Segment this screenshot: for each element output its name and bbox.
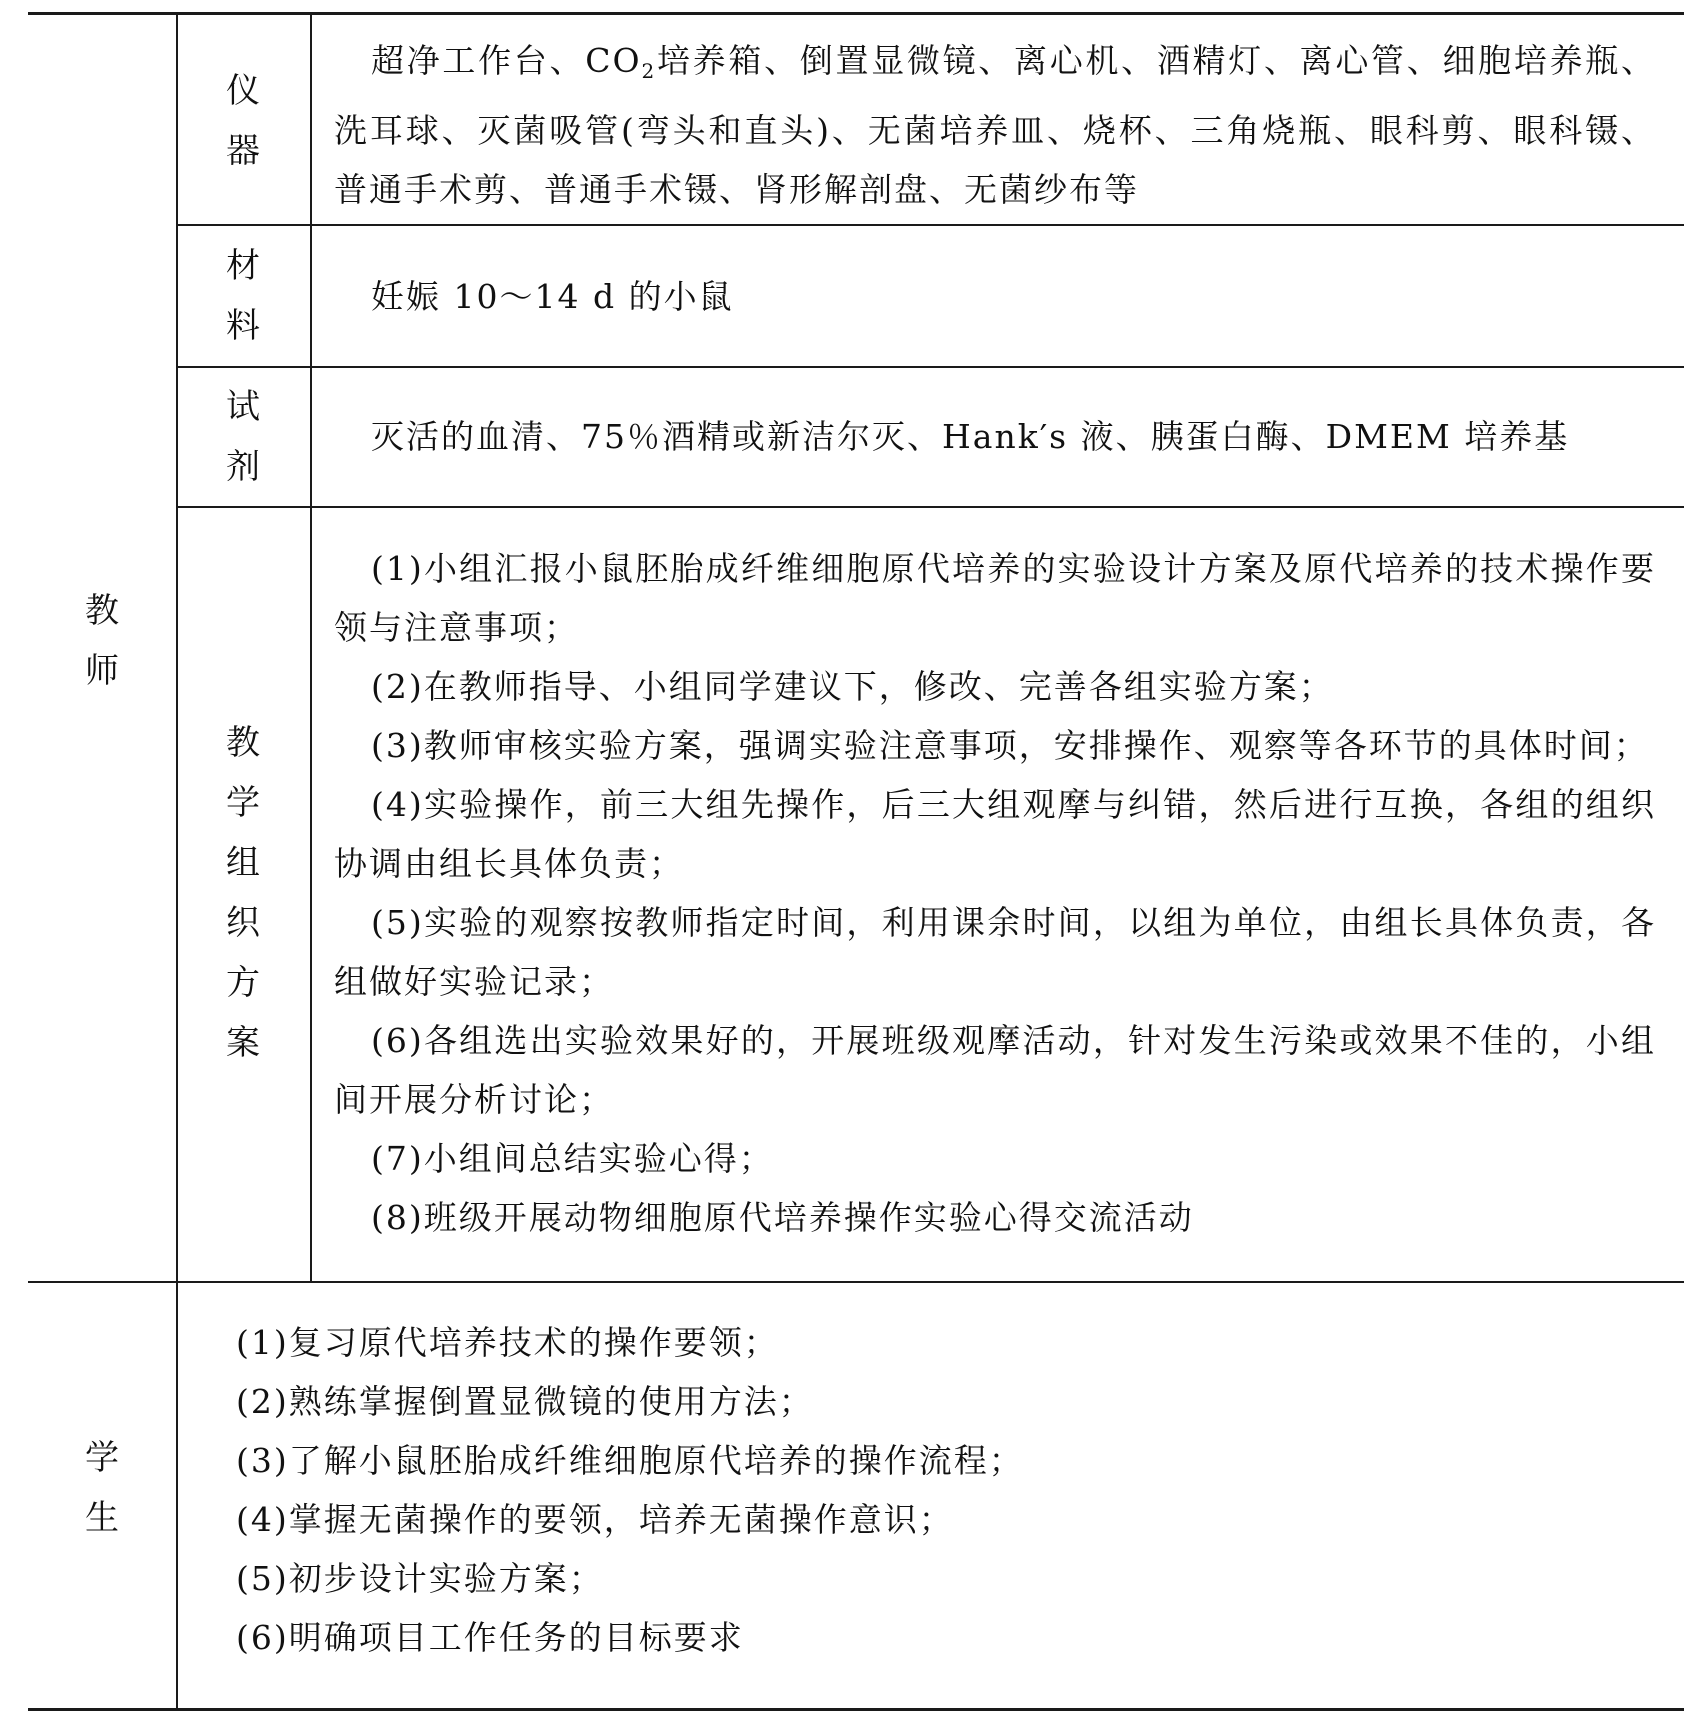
student-item: (1)复习原代培养技术的操作要领； — [236, 1323, 779, 1362]
teaching-plan-item: (8)班级开展动物细胞原代培养操作实验心得交流活动 — [371, 1198, 1194, 1237]
materials-row-label: 材 料 — [226, 246, 260, 346]
teaching-plan-item: (7)小组间总结实验心得； — [371, 1139, 774, 1178]
column-divider-outer — [176, 14, 178, 1709]
student-item: (3)了解小鼠胚胎成纤维细胞原代培养的操作流程； — [236, 1441, 1024, 1480]
section-divider-teacher-student — [28, 1281, 1684, 1283]
teacher-section-label: 教 师 — [85, 591, 119, 691]
materials-content — [334, 267, 1656, 326]
row-divider-reagents — [176, 506, 1684, 508]
reagents-row-label: 试 剂 — [226, 387, 260, 487]
instruments-text: 超净工作台、$CO_2$培养箱、倒置显微镜、离心机、酒精灯、离心管、细胞培养瓶、洗耳球、灭菌吸管(弯头和直头)、无菌培养皿、烧杯、三角烧瓶、眼科剪、眼科镊、普通手术剪、普通手术镊、肾形解剖盘、无菌纱布等 — [334, 41, 1656, 209]
materials-text: 妊娠 10～14 d 的小鼠 — [371, 277, 734, 316]
teaching-plan-item: (5)实验的观察按教师指定时间，利用课余时间，以组为单位，由组长具体负责，各组做好实验记录； — [334, 903, 1656, 1001]
reagents-text: 灭活的血清、75％酒精或新洁尔灭、Hank′s 液、胰蛋白酶、DMEM 培养基 — [371, 417, 1570, 456]
column-divider-inner — [310, 14, 312, 1282]
table-top-border — [28, 12, 1684, 15]
teaching-plan-item: (1)小组汇报小鼠胚胎成纤维细胞原代培养的实验设计方案及原代培养的技术操作要领与注意事项； — [334, 549, 1656, 647]
student-item: (5)初步设计实验方案； — [236, 1559, 604, 1598]
student-section-label: 学 生 — [85, 1438, 119, 1538]
reagents-content — [334, 407, 1656, 466]
student-item: (4)掌握无菌操作的要领，培养无菌操作意识； — [236, 1500, 954, 1539]
table-bottom-border — [28, 1708, 1684, 1711]
row-divider-instruments — [176, 224, 1684, 226]
row-divider-materials — [176, 366, 1684, 368]
student-item: (2)熟练掌握倒置显微镜的使用方法； — [236, 1382, 814, 1421]
instruments-content — [334, 31, 1656, 219]
teaching-plan-item: (2)在教师指导、小组同学建议下，修改、完善各组实验方案； — [371, 667, 1334, 706]
instruments-row-label: 仪 器 — [226, 71, 260, 171]
teaching-plan-content — [334, 539, 1656, 1247]
teaching-plan-row-label: 教 学 组 织 方 案 — [226, 723, 260, 1063]
student-content — [236, 1313, 1656, 1667]
teaching-plan-item: (4)实验操作，前三大组先操作，后三大组观摩与纠错，然后进行互换，各组的组织协调由组长具体负责； — [334, 785, 1656, 883]
teaching-plan-item: (3)教师审核实验方案，强调实验注意事项，安排操作、观察等各环节的具体时间； — [371, 726, 1649, 765]
teaching-plan-item: (6)各组选出实验效果好的，开展班级观摩活动，针对发生污染或效果不佳的，小组间开展分析讨论； — [334, 1021, 1656, 1119]
student-item: (6)明确项目工作任务的目标要求 — [236, 1618, 744, 1657]
